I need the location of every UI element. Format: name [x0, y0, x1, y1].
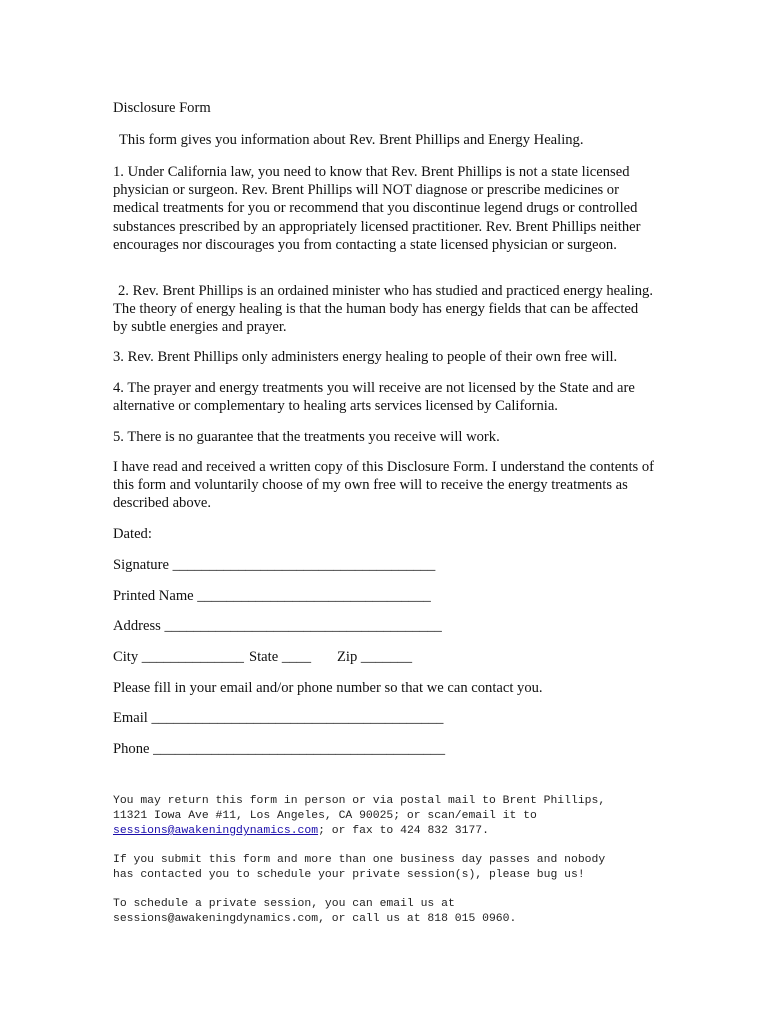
followup-line-1: If you submit this form and more than one business day passes and nobody — [113, 854, 606, 866]
page-title: Disclosure Form — [113, 100, 211, 116]
disclosure-item-4: 4. The prayer and energy treatments you will receive are not licensed by the State and are alternative or complementary to healing arts services licensed by California. — [113, 380, 635, 415]
dated-label: Dated: — [113, 526, 152, 542]
disclosure-item-1: 1. Under California law, you need to know that Rev. Brent Phillips is not a state licensed physician or surgeon. Rev. Brent Phillips will NOT diagnose or prescribe medicines or medical treatments for you or recommend that you discontinue legend drugs or controlled substances prescribed by an appropriately licensed practitioner. Rev. Brent Phillips neither encourages nor discourages you from contacting a state licensed physician or surgeon. — [113, 164, 641, 253]
schedule-line-2: sessions@awakeningdynamics.com, or call us at 818 015 0960. — [113, 913, 517, 925]
schedule-line-1: To schedule a private session, you can email us at — [113, 898, 455, 910]
return-fax-text: ; or fax to 424 832 3177. — [318, 825, 489, 837]
return-email-link[interactable]: sessions@awakeningdynamics.com — [113, 825, 319, 837]
acknowledgement-text: I have read and received a written copy of this Disclosure Form. I understand the contents of this form and voluntarily choose of my own free will to receive the energy treatments as described above. — [113, 459, 655, 512]
city-field[interactable]: City ______________ — [113, 649, 244, 665]
email-field[interactable]: Email ________________________________________ — [113, 710, 444, 726]
return-instructions — [113, 794, 673, 839]
contact-prompt: Please fill in your email and/or phone number so that we can contact you. — [113, 680, 543, 696]
followup-line-2: has contacted you to schedule your private session(s), please bug us! — [113, 869, 585, 881]
schedule-note — [113, 897, 673, 927]
address-field[interactable]: Address ______________________________________ — [113, 618, 442, 634]
printed-name-field[interactable]: Printed Name ________________________________ — [113, 588, 431, 604]
return-line-1: You may return this form in person or via postal mail to Brent Phillips, — [113, 795, 606, 807]
zip-field[interactable]: Zip _______ — [337, 649, 412, 665]
disclosure-item-3: 3. Rev. Brent Phillips only administers energy healing to people of their own free will. — [113, 349, 618, 365]
disclosure-item-5: 5. There is no guarantee that the treatments you receive will work. — [113, 429, 500, 445]
return-line-2: 11321 Iowa Ave #11, Los Angeles, CA 90025; or scan/email it to — [113, 810, 537, 822]
disclosure-item-2: 2. Rev. Brent Phillips is an ordained minister who has studied and practiced energy healing. The theory of energy healing is that the human body has energy fields that can be affected by subtle energies and prayer. — [113, 283, 653, 336]
state-field[interactable]: State ____ — [249, 649, 312, 665]
phone-field[interactable]: Phone ________________________________________ — [113, 741, 446, 757]
return-line-3 — [113, 824, 673, 839]
followup-note — [113, 853, 673, 883]
intro-text: This form gives you information about Rev. Brent Phillips and Energy Healing. — [119, 132, 584, 148]
signature-field[interactable]: Signature ____________________________________ — [113, 557, 436, 573]
